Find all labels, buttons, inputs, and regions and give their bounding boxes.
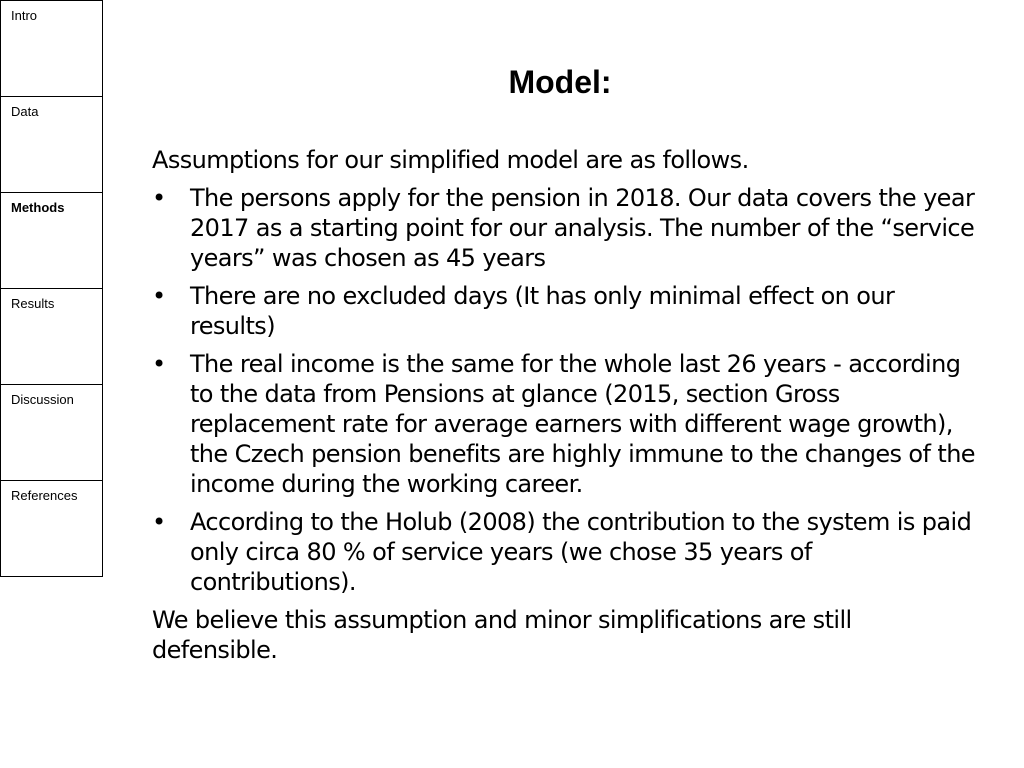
list-item xyxy=(152,183,982,273)
nav-item-label: References xyxy=(11,488,78,503)
nav-item-label: Intro xyxy=(11,8,38,23)
slide-title: Model: xyxy=(508,64,612,100)
nav-item-intro[interactable] xyxy=(1,1,102,97)
list-item xyxy=(152,349,982,499)
nav-item-label: Methods xyxy=(11,200,65,215)
list-item-text: The persons apply for the pension in 2018. Our data covers the year 2017 as a starting point for our analysis. The number of the “service years” was chosen as 45 years xyxy=(190,184,975,272)
nav-item-label: Data xyxy=(11,104,39,119)
list-item xyxy=(152,281,982,341)
bullet-icon: • xyxy=(152,282,166,310)
list-item-text: The real income is the same for the whole last 26 years - according to the data from Pensions at glance (2015, section Gross replacement rate for average earners with different wage growth), the Czech pension benefits are highly immune to the changes of the income during the working career. xyxy=(190,350,975,498)
intro-text: Assumptions for our simplified model are as follows. xyxy=(152,146,749,174)
nav-item-results[interactable] xyxy=(1,289,102,385)
assumption-list xyxy=(152,183,982,597)
list-item-text: According to the Holub (2008) the contribution to the system is paid only circa 80 % of service years (we chose 35 years of contributions). xyxy=(190,508,972,596)
bullet-icon: • xyxy=(152,184,166,212)
list-item xyxy=(152,507,982,597)
nav-item-label: Results xyxy=(11,296,55,311)
slide-body xyxy=(152,145,982,673)
section-nav xyxy=(0,0,103,577)
list-item-text: There are no excluded days (It has only minimal effect on our results) xyxy=(190,282,895,340)
bullet-icon: • xyxy=(152,508,166,536)
nav-item-data[interactable] xyxy=(1,97,102,193)
bullet-icon: • xyxy=(152,350,166,378)
nav-item-label: Discussion xyxy=(11,392,74,407)
nav-item-discussion[interactable] xyxy=(1,385,102,481)
conclusion-text: We believe this assumption and minor simplifications are still defensible. xyxy=(152,606,852,664)
nav-item-methods[interactable] xyxy=(1,193,102,289)
nav-item-references[interactable] xyxy=(1,481,102,577)
